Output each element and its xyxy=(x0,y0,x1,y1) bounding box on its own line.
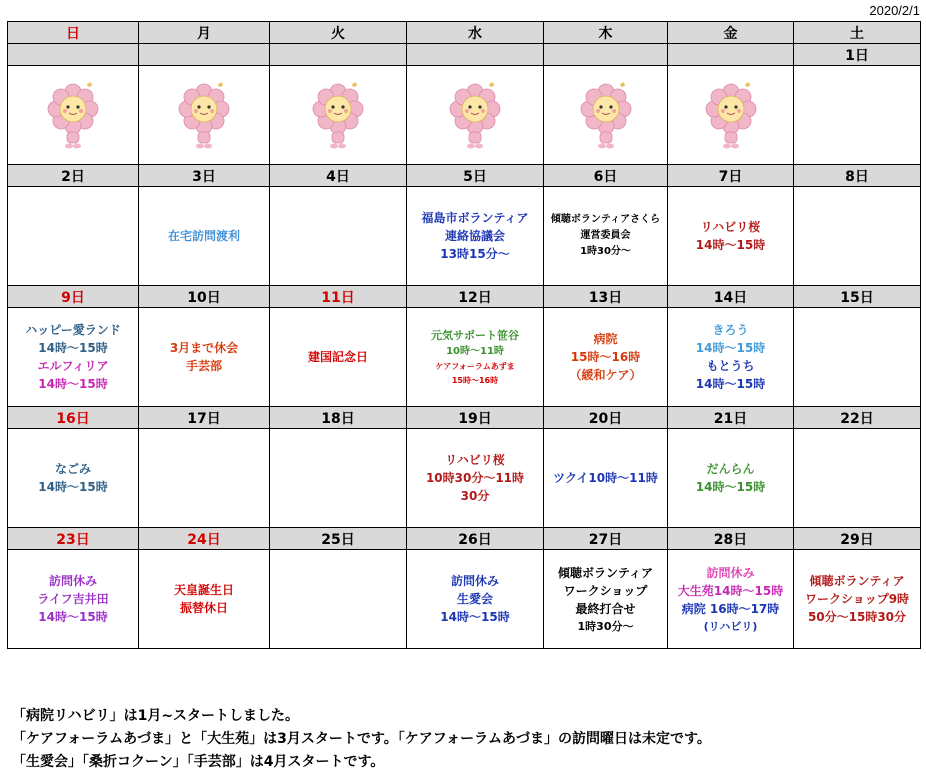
event-text: 14時～15時 xyxy=(38,341,108,355)
event-row xyxy=(8,187,921,286)
calendar-grid xyxy=(7,21,921,649)
date-row xyxy=(8,286,921,308)
event-cell xyxy=(8,308,139,407)
event-text: 在宅訪問渡利 xyxy=(167,229,240,243)
date-cell: 18日 xyxy=(270,407,407,429)
event-text: きろう xyxy=(712,323,749,337)
event-text: 14時～15時 xyxy=(695,377,766,391)
date-cell: 3日 xyxy=(139,165,270,187)
event-text: ツクイ10時～11時 xyxy=(553,471,658,485)
date-cell: 5日 xyxy=(407,165,544,187)
event-text: 生愛会 xyxy=(456,592,493,606)
date-cell: 27日 xyxy=(544,528,668,550)
date-cell xyxy=(668,44,794,66)
date-cell: 2日 xyxy=(8,165,139,187)
event-cell xyxy=(544,66,668,165)
weekday-thursday: 木 xyxy=(544,22,668,44)
event-text: 振替休日 xyxy=(179,601,228,615)
event-text: 傾聴ボランティア xyxy=(809,574,905,588)
date-cell: 12日 xyxy=(407,286,544,308)
event-text: もとうち xyxy=(706,359,755,373)
event-cell xyxy=(270,66,407,165)
event-cell xyxy=(407,66,544,165)
event-text: 14時～15時 xyxy=(38,377,108,391)
event-text: 50分～15時30分 xyxy=(807,610,907,624)
event-text: リハビリ桜 xyxy=(700,220,761,234)
event-text: 1時30分～ xyxy=(580,246,631,257)
event-cell xyxy=(407,308,544,407)
date-row xyxy=(8,44,921,66)
event-cell xyxy=(668,187,794,286)
date-row xyxy=(8,407,921,429)
event-text: 10時30分～11時 xyxy=(425,471,525,485)
date-cell: 17日 xyxy=(139,407,270,429)
event-text: ライフ吉井田 xyxy=(37,592,109,606)
event-cell xyxy=(794,550,921,649)
event-cell xyxy=(794,308,921,407)
date-cell: 19日 xyxy=(407,407,544,429)
event-cell xyxy=(8,187,139,286)
date-cell: 9日 xyxy=(8,286,139,308)
weekday-header-row xyxy=(8,22,921,44)
publication-date: 2020/2/1 xyxy=(869,3,920,18)
flower-mascot-icon xyxy=(447,80,503,150)
date-cell xyxy=(8,44,139,66)
event-text: ケアフォーラムあずま xyxy=(435,361,515,371)
event-text: 天皇誕生日 xyxy=(173,583,234,597)
date-cell: 21日 xyxy=(668,407,794,429)
date-cell: 26日 xyxy=(407,528,544,550)
date-cell: 10日 xyxy=(139,286,270,308)
event-cell xyxy=(139,308,270,407)
event-text: ワークショップ xyxy=(563,583,648,598)
event-row xyxy=(8,550,921,649)
event-text: 最終打合せ xyxy=(575,601,636,616)
weekday-friday: 金 xyxy=(668,22,794,44)
date-cell xyxy=(544,44,668,66)
event-text: ハッピー愛ランド xyxy=(25,323,121,337)
event-text: 病院 xyxy=(593,332,618,346)
event-text: 病院 16時～17時 xyxy=(681,601,780,616)
date-cell: 14日 xyxy=(668,286,794,308)
event-text: (リハビリ) xyxy=(703,619,758,633)
date-cell: 15日 xyxy=(794,286,921,308)
event-text: 14時～15時 xyxy=(695,341,766,355)
event-text: 1時30分～ xyxy=(577,619,634,633)
event-text: 訪問休み xyxy=(450,574,499,588)
event-cell xyxy=(8,550,139,649)
event-row xyxy=(8,66,921,165)
event-text: 運営委員会 xyxy=(580,230,631,241)
date-row xyxy=(8,165,921,187)
flower-mascot-icon xyxy=(578,80,634,150)
flower-mascot-icon xyxy=(176,80,232,150)
event-row xyxy=(8,308,921,407)
event-cell xyxy=(668,550,794,649)
date-row xyxy=(8,528,921,550)
weekday-sunday: 日 xyxy=(8,22,139,44)
event-text: リハビリ桜 xyxy=(445,453,505,467)
event-text: 傾聴ボランティア xyxy=(557,565,654,580)
date-cell xyxy=(139,44,270,66)
weekday-tuesday: 火 xyxy=(270,22,407,44)
date-cell: 25日 xyxy=(270,528,407,550)
event-cell xyxy=(544,550,668,649)
date-cell xyxy=(270,44,407,66)
event-cell xyxy=(794,66,921,165)
event-cell xyxy=(270,308,407,407)
flower-mascot-icon xyxy=(703,80,759,150)
event-text: 福島市ボランティア xyxy=(421,211,529,225)
event-text: 大生苑14時～15時 xyxy=(677,583,784,598)
event-cell xyxy=(794,187,921,286)
event-cell xyxy=(8,66,139,165)
event-text: 15時～16時 xyxy=(570,350,641,364)
date-cell xyxy=(407,44,544,66)
event-cell xyxy=(270,187,407,286)
event-cell xyxy=(794,429,921,528)
event-cell xyxy=(668,429,794,528)
date-cell: 28日 xyxy=(668,528,794,550)
event-cell xyxy=(668,308,794,407)
event-text: 手芸部 xyxy=(185,359,222,373)
date-cell: 20日 xyxy=(544,407,668,429)
event-text: 連絡協議会 xyxy=(444,229,505,243)
date-cell: 22日 xyxy=(794,407,921,429)
date-cell: 7日 xyxy=(668,165,794,187)
event-text: 元気サポート笹谷 xyxy=(431,328,519,342)
weekday-saturday: 土 xyxy=(794,22,921,44)
event-text: だんらん xyxy=(706,462,755,476)
event-text: なごみ xyxy=(54,462,91,476)
event-text: 14時～15時 xyxy=(38,610,108,624)
date-cell: 13日 xyxy=(544,286,668,308)
event-text: （緩和ケア） xyxy=(569,368,642,382)
event-text: 13時15分～ xyxy=(440,247,510,261)
event-text: 30分 xyxy=(460,489,490,503)
note-2: 「ケアフォーラムあづま」と「大生苑」は3月スタートです。「ケアフォーラムあづま」の訪問曜日は未定です。 xyxy=(12,731,711,747)
event-cell xyxy=(544,187,668,286)
event-cell xyxy=(139,550,270,649)
event-cell xyxy=(270,429,407,528)
event-cell xyxy=(544,429,668,528)
event-text: 訪問休み xyxy=(48,574,97,588)
event-text: 14時～15時 xyxy=(695,238,766,252)
event-row xyxy=(8,429,921,528)
note-1: 「病院リハビリ」は1月~スタートしました。 xyxy=(12,708,300,724)
flower-mascot-icon xyxy=(45,80,101,150)
date-cell: 16日 xyxy=(8,407,139,429)
event-cell xyxy=(270,550,407,649)
flower-mascot-icon xyxy=(310,80,366,150)
event-cell xyxy=(407,550,544,649)
event-text: 14時～15時 xyxy=(695,480,766,494)
date-cell: 4日 xyxy=(270,165,407,187)
note-3: 「生愛会」「桑折コクーン」「手芸部」は4月スタートです。 xyxy=(12,754,385,770)
event-cell xyxy=(8,429,139,528)
date-cell: 1日 xyxy=(794,44,921,66)
event-text: 訪問休み xyxy=(706,565,755,580)
event-cell xyxy=(407,187,544,286)
event-text: 15時～16時 xyxy=(451,375,499,385)
event-text: 10時～11時 xyxy=(446,345,504,357)
date-cell: 23日 xyxy=(8,528,139,550)
event-text: 3月まで休会 xyxy=(169,341,239,355)
event-cell xyxy=(668,66,794,165)
event-text: エルフィリア xyxy=(37,359,109,373)
event-text: ワークショップ9時 xyxy=(804,592,910,606)
weekday-monday: 月 xyxy=(139,22,270,44)
event-cell xyxy=(407,429,544,528)
date-cell: 24日 xyxy=(139,528,270,550)
event-text: 14時～15時 xyxy=(38,480,108,494)
event-cell xyxy=(544,308,668,407)
event-cell xyxy=(139,429,270,528)
date-cell: 11日 xyxy=(270,286,407,308)
event-text: 建国記念日 xyxy=(307,350,368,364)
date-cell: 6日 xyxy=(544,165,668,187)
event-cell xyxy=(139,187,270,286)
date-cell: 8日 xyxy=(794,165,921,187)
event-cell xyxy=(139,66,270,165)
event-text: 14時～15時 xyxy=(440,610,510,624)
date-cell: 29日 xyxy=(794,528,921,550)
event-text: 傾聴ボランティアさくら xyxy=(550,214,661,225)
weekday-wednesday: 水 xyxy=(407,22,544,44)
